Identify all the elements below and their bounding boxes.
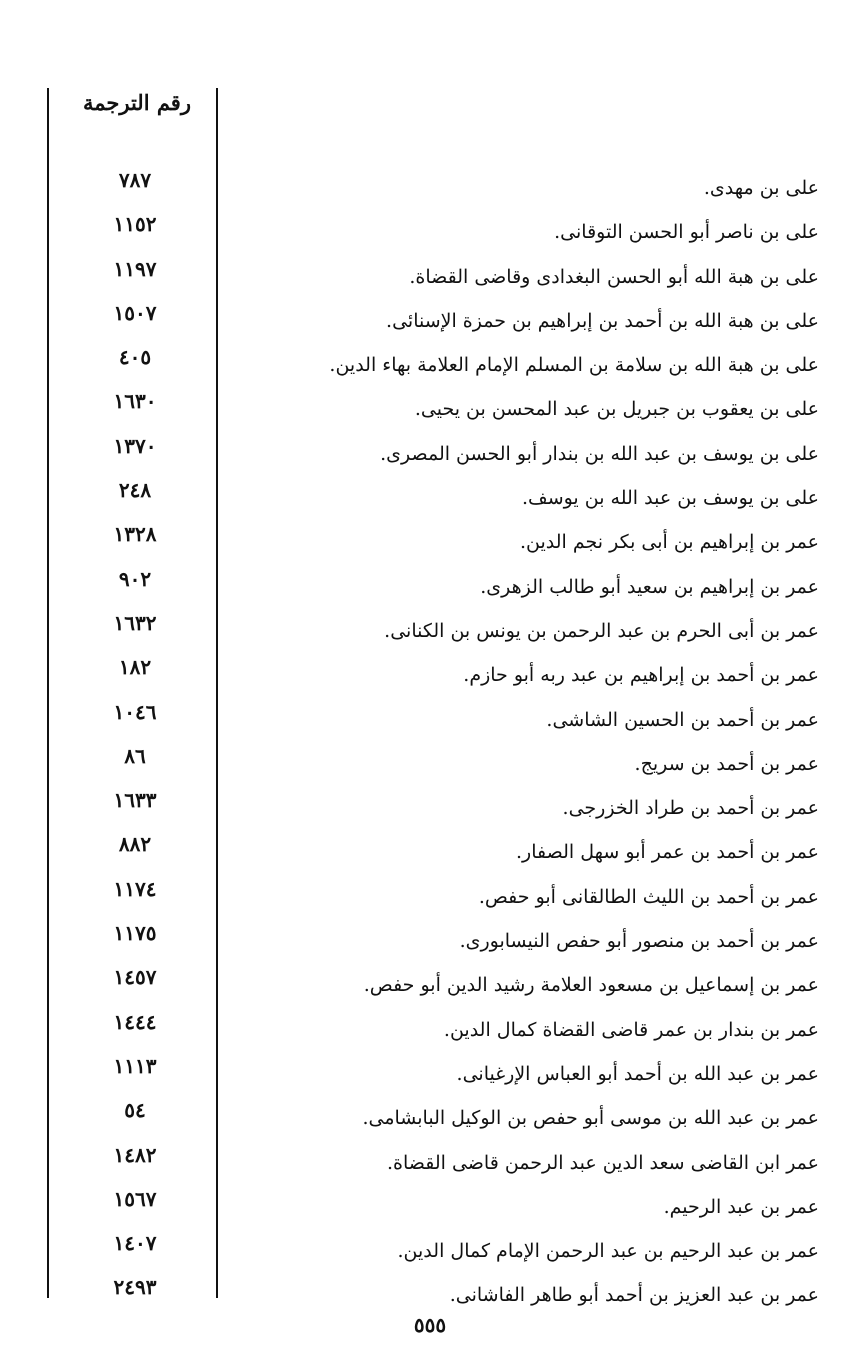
- entry-name: عمر بن بندار بن عمر قاضى القضاة كمال الدين.: [443, 1018, 819, 1041]
- entry-name: عمر بن أحمد بن إبراهيم بن عبد ربه أبو حازم.: [463, 664, 819, 687]
- entry-number: ٨٦: [124, 743, 146, 768]
- entry-name-list: [259, 171, 819, 1323]
- entry-number: ١٥٠٧: [113, 300, 157, 325]
- entry-number: ٥٤: [124, 1098, 146, 1123]
- entry-number: ٨٨٢: [118, 832, 152, 857]
- entry-name: عمر بن عبد الرحيم بن عبد الرحمن الإمام كمال الدين.: [397, 1240, 819, 1263]
- entry-number: ١١٩٧: [113, 256, 157, 281]
- entry-number: ٢٤٩٣: [113, 1275, 157, 1300]
- entry-number: ٧٨٧: [118, 168, 152, 192]
- number-column-title: رقم الترجمة: [82, 90, 191, 115]
- entry-number: ٩٠٢: [118, 566, 152, 591]
- entry-number: ١٣٢٨: [113, 522, 157, 547]
- entry-number: ١٥٦٧: [113, 1186, 157, 1211]
- entry-number: ١٦٣٣: [113, 788, 157, 813]
- entry-name: على بن يوسف بن عبد الله بن يوسف.: [521, 487, 819, 510]
- entry-name: على بن ناصر أبو الحسن التوقانى.: [554, 221, 819, 244]
- entry-number: ٤٠٥: [118, 345, 152, 370]
- entry-number: ١٤٠٧: [113, 1231, 157, 1256]
- entry-name: عمر بن عبد العزيز بن أحمد أبو طاهر الفاشانى.: [449, 1284, 819, 1307]
- entry-number: ١٤٥٧: [113, 965, 157, 990]
- entry-number: ١٠٤٦: [113, 699, 157, 724]
- entry-name: عمر بن أحمد بن الحسين الشاشى.: [546, 708, 819, 731]
- entry-name: عمر بن إبراهيم بن أبى بكر نجم الدين.: [519, 531, 819, 554]
- entry-name: على بن هبة الله بن أحمد بن إبراهيم بن حمزة الإسنائى.: [386, 309, 819, 332]
- column-rule-right: [216, 88, 218, 1298]
- entry-name: عمر بن عبد الله بن أحمد أبو العباس الإرغيانى.: [456, 1062, 819, 1085]
- entry-number: ١٣٧٠: [113, 433, 157, 458]
- entry-name: عمر بن أحمد بن سريج.: [634, 752, 819, 775]
- entry-number: ١٦٣٢: [113, 610, 157, 635]
- entry-name: عمر بن عبد الرحيم.: [663, 1195, 819, 1218]
- entry-number-list: [60, 164, 210, 1316]
- entry-number: ١٨٢: [118, 655, 152, 680]
- entry-name: على بن يعقوب بن جبريل بن عبد المحسن بن يحيى.: [414, 398, 819, 421]
- entry-number: ١٤٤٤: [113, 1009, 157, 1034]
- entry-name: عمر بن إبراهيم بن سعيد أبو طالب الزهرى.: [480, 575, 819, 598]
- entry-number: ١٦٣٠: [113, 389, 157, 414]
- entry-number: ١١٥٢: [113, 212, 157, 237]
- entry-name: عمر بن إسماعيل بن مسعود العلامة رشيد الدين أبو حفص.: [363, 974, 819, 997]
- entry-name: عمر بن أحمد بن عمر أبو سهل الصفار.: [516, 841, 819, 864]
- entry-name: عمر بن أحمد بن طراد الخزرجى.: [562, 797, 819, 820]
- column-rule-left: [47, 88, 49, 1298]
- entry-name: على بن مهدى.: [703, 177, 819, 199]
- entry-name: على بن يوسف بن عبد الله بن بندار أبو الحسن المصرى.: [380, 442, 819, 465]
- entry-number: ٢٤٨: [118, 478, 152, 503]
- entry-name: عمر بن أحمد بن منصور أبو حفص النيسابورى.: [459, 930, 819, 953]
- entry-name: عمر بن أبى الحرم بن عبد الرحمن بن يونس بن الكنانى.: [384, 619, 819, 642]
- entry-name: عمر بن أحمد بن الليث الطالقانى أبو حفص.: [478, 885, 819, 908]
- entry-name: عمر بن عبد الله بن موسى أبو حفص بن الوكيل البابشامى.: [362, 1107, 819, 1130]
- entry-number: ١١٧٥: [113, 921, 157, 946]
- entry-number: ١١٧٤: [113, 876, 157, 901]
- page-number: ٥٥٥: [413, 1313, 447, 1337]
- entry-number: ١٤٨٢: [113, 1142, 157, 1167]
- entry-name: على بن هبة الله بن سلامة بن المسلم الإمام العلامة بهاء الدين.: [329, 354, 819, 377]
- entry-number: ١١١٣: [113, 1053, 157, 1078]
- entry-name: على بن هبة الله أبو الحسن البغدادى وقاضى القضاة.: [409, 265, 819, 288]
- entry-name: عمر ابن القاضى سعد الدين عبد الرحمن قاضى القضاة.: [386, 1151, 819, 1174]
